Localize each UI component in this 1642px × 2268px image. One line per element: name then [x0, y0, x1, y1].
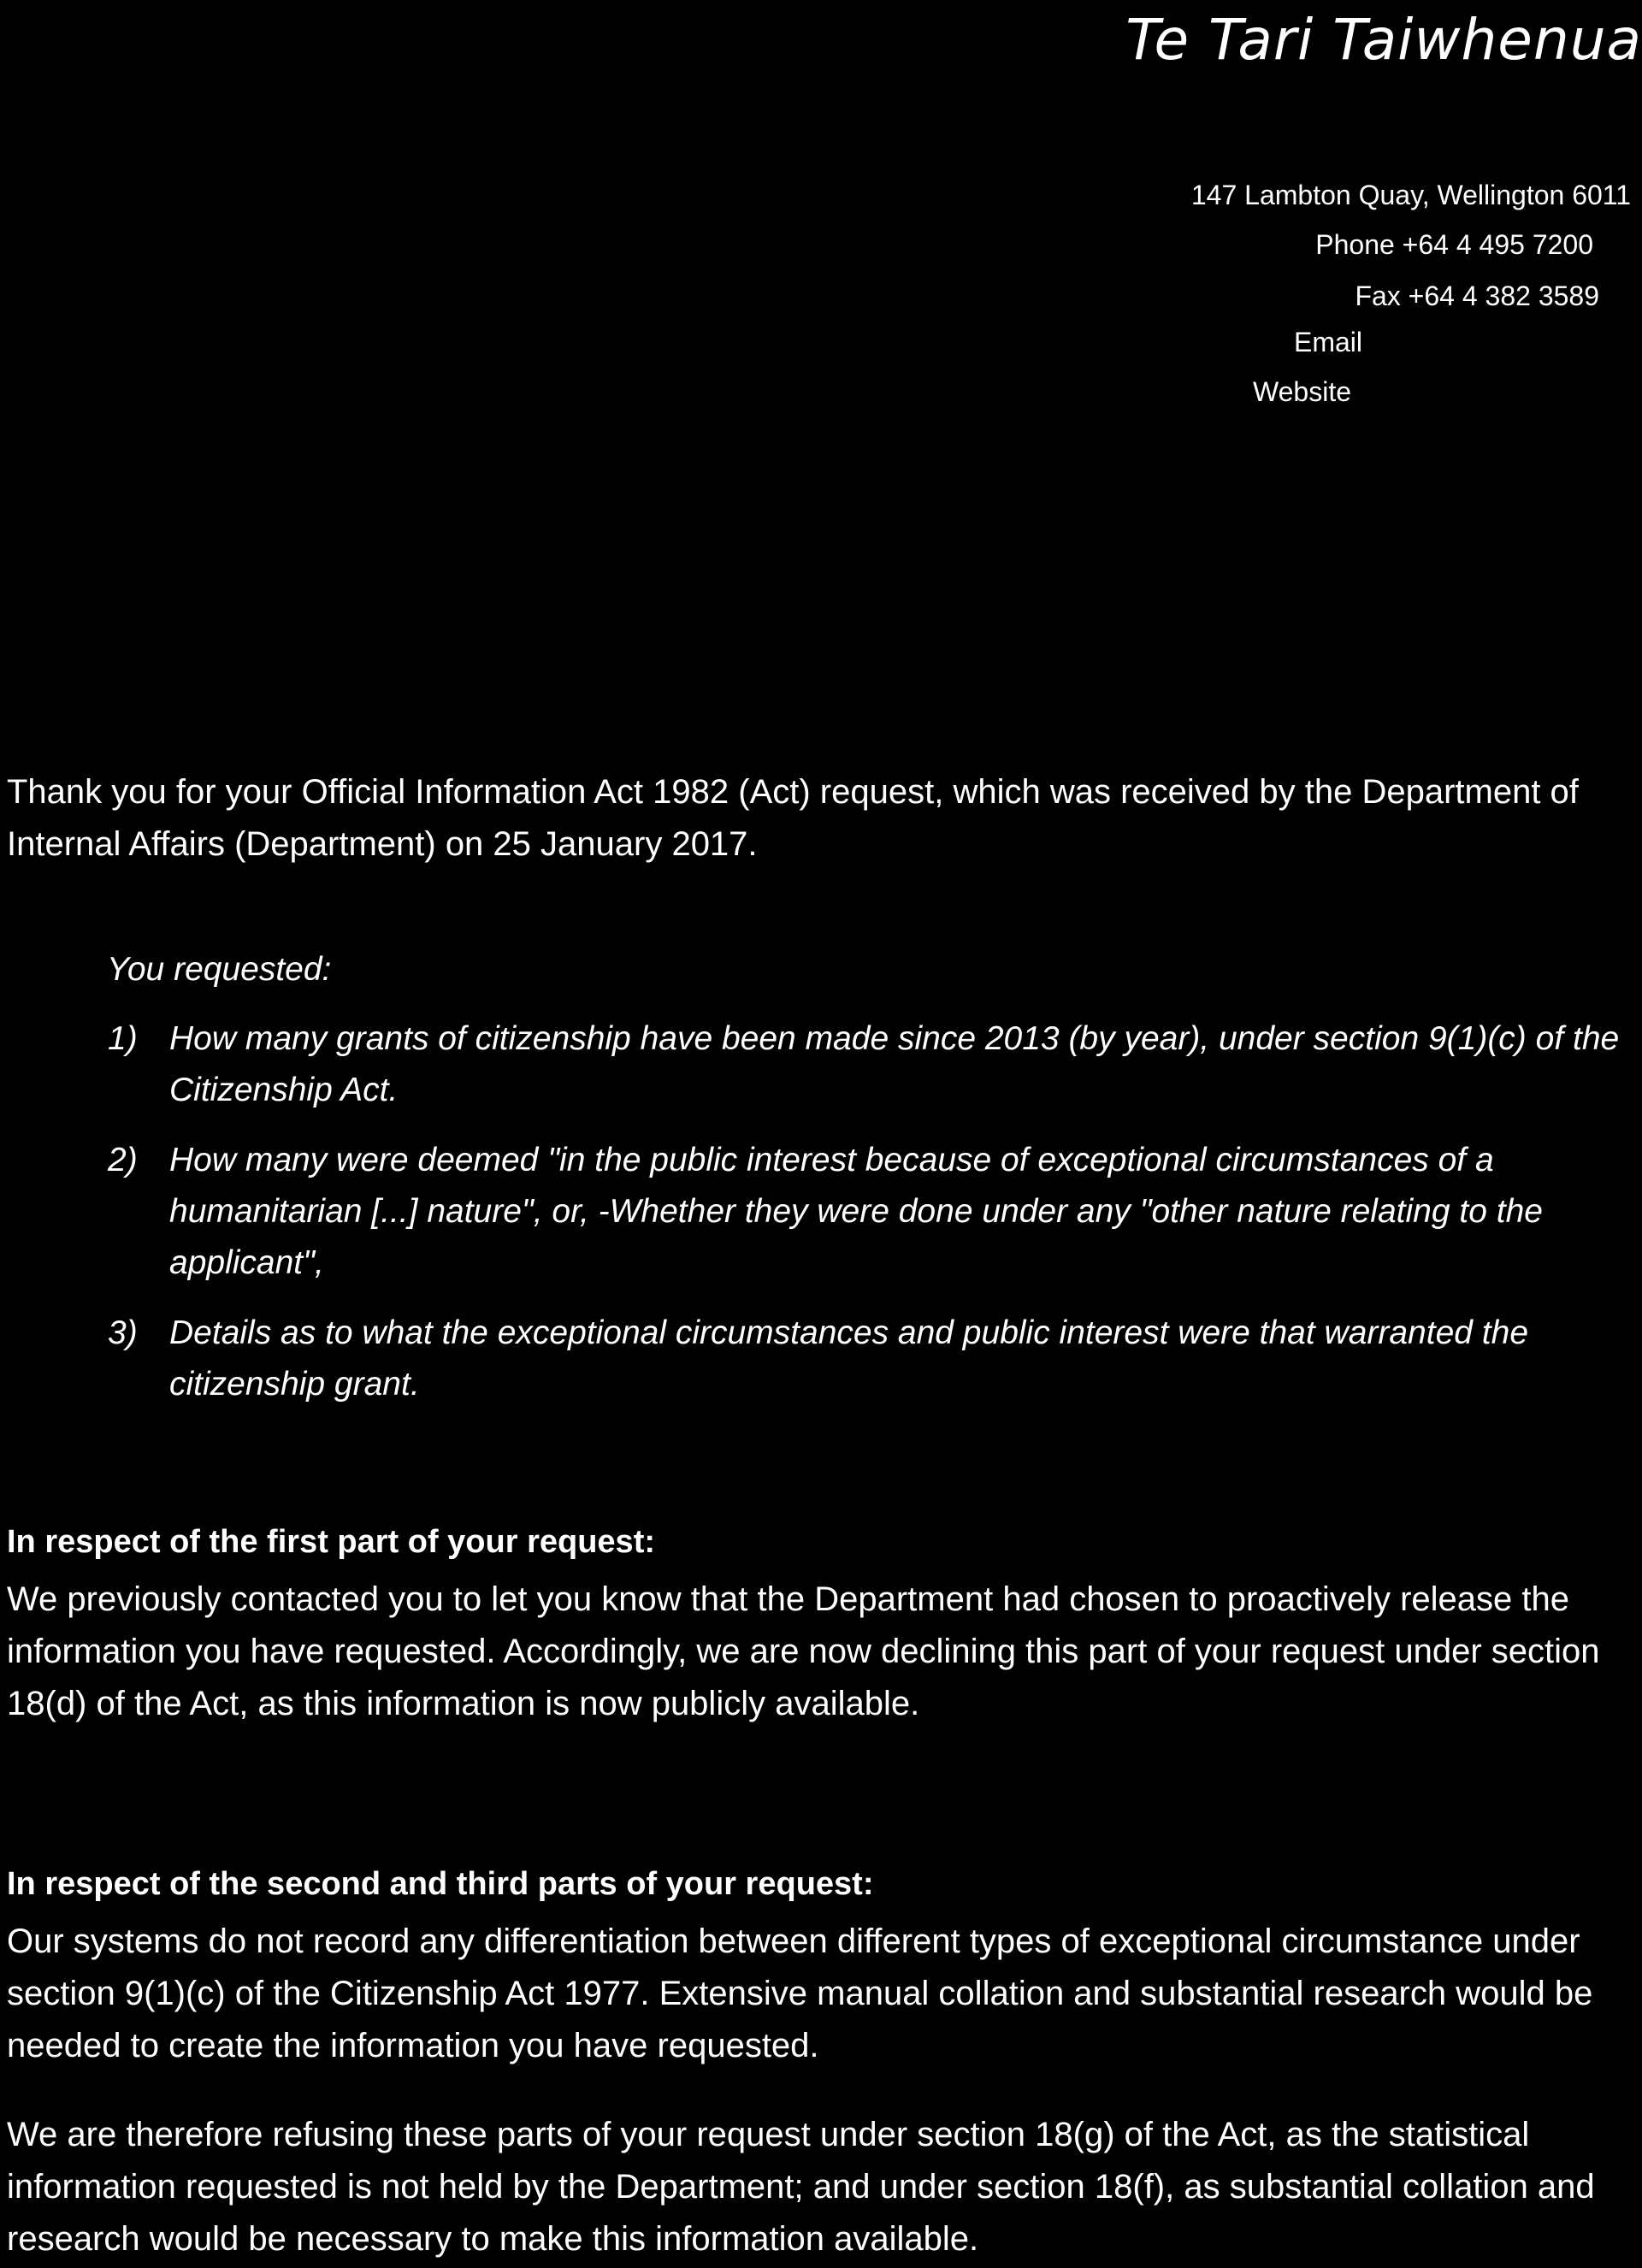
request-item [108, 1135, 1625, 1289]
phone-line: Phone +64 4 495 7200 [1315, 229, 1593, 260]
request-number: 2) [108, 1142, 138, 1178]
section1-paragraph: We previously contacted you to let you know that the Department had chosen to proactively release the information you have requested. Accordingly, we are now declining this part of your request under section 18(d) of the Act, as this information is now publicly available. [7, 1580, 1600, 1722]
organisation-name: Te Tari Taiwhenua [1125, 7, 1642, 73]
fax-line: Fax +64 4 382 3589 [1355, 281, 1599, 311]
request-item [108, 1308, 1625, 1410]
section2-paragraph: Our systems do not record any differentiation between different types of exceptional circumstance under section 9(1)(c) of the Citizenship Act 1977. Extensive manual collation and substantial research would be needed to create the information you have requested. [7, 1922, 1593, 2064]
address-line: 147 Lambton Quay, Wellington 6011 [1190, 180, 1631, 210]
request-text: How many were deemed "in the public interest because of exceptional circumstances of a humanitarian [...] nature", or, -Whether they were done under any "other nature relating to the applicant", [169, 1142, 1543, 1281]
website-label: Website [1253, 376, 1352, 407]
request-number: 1) [108, 1020, 138, 1057]
request-text: Details as to what the exceptional circumstances and public interest were that warranted the citizenship grant. [169, 1314, 1529, 1403]
intro-paragraph: Thank you for your Official Information Act 1982 (Act) request, which was received by the Department of Internal Affairs (Department) on 25 January 2017. [7, 773, 1579, 863]
section1-heading: In respect of the first part of your request: [7, 1524, 655, 1560]
email-label: Email [1294, 327, 1363, 357]
section3-paragraph: We are therefore refusing these parts of your request under section 18(g) of the Act, as the statistical information requested is not held by the Department; and under section 18(f), as substantial collation and research would be necessary to make this information available. [7, 2116, 1595, 2258]
request-item [108, 1013, 1625, 1116]
section2-heading: In respect of the second and third parts of your request: [7, 1866, 874, 1902]
request-number: 3) [108, 1314, 138, 1351]
requested-label: You requested: [107, 951, 332, 988]
request-list [108, 1013, 1625, 1429]
request-text: How many grants of citizenship have been made since 2013 (by year), under section 9(1)(c) of the Citizenship Act. [169, 1020, 1620, 1108]
